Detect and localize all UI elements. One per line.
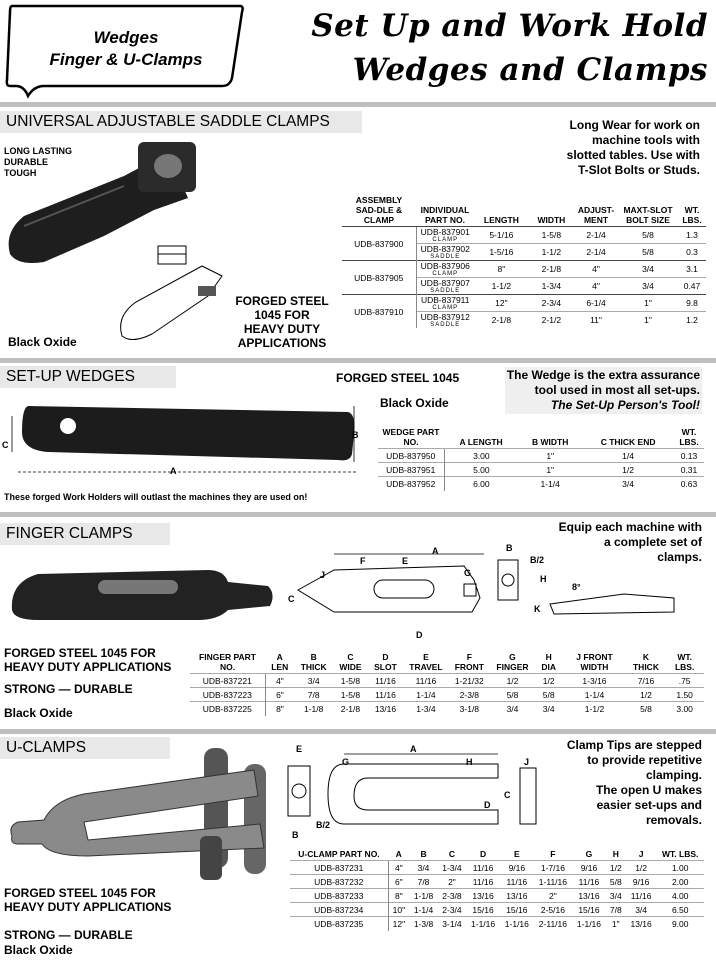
table-cell: 13/16 [368, 702, 403, 716]
table-cell: 3/4 [409, 861, 437, 875]
table-cell: 1-1/4 [403, 688, 449, 702]
table-header-row [290, 848, 704, 861]
col-header: FINGER PART NO. [199, 652, 256, 672]
wedges-heading: SET-UP WEDGES [0, 366, 176, 388]
u-dim-d: D [484, 800, 491, 810]
table-cell: 3/4 [618, 278, 678, 295]
table-cell: 2-3/8 [449, 688, 490, 702]
table-cell: 1-3/4 [438, 861, 466, 875]
table-cell: 8" [474, 261, 529, 278]
table-cell: 3/4 [626, 903, 657, 917]
table-cell: 1-11/16 [534, 875, 572, 889]
table-cell: 1-1/2 [529, 244, 574, 261]
saddle-heading: UNIVERSAL ADJUSTABLE SADDLE CLAMPS [0, 111, 362, 133]
table-cell: 4" [574, 278, 618, 295]
col-header: C WIDE [339, 652, 362, 672]
table-cell: 2-3/4 [529, 295, 574, 312]
table-cell: 1/2 [490, 674, 535, 688]
wedge-dim-b: B [352, 430, 359, 440]
table-cell: 1-1/8 [294, 702, 333, 716]
uclamps-spec-table [290, 848, 704, 931]
col-header: WT. LBS. [674, 652, 695, 672]
table-row [378, 449, 704, 463]
u-clamp-photo [4, 744, 280, 884]
table-cell: 7/8 [294, 688, 333, 702]
table-cell: 1/2 [582, 463, 674, 477]
col-header: LENGTH [483, 215, 519, 225]
u-dim-a: A [410, 744, 417, 754]
col-header: H [612, 849, 619, 859]
col-header: B [420, 849, 427, 859]
table-cell: 1-21/32 [449, 674, 490, 688]
table-cell: 1.3 [678, 227, 706, 244]
table-cell: UDB-837232 [290, 875, 388, 889]
table-header-row [378, 426, 704, 449]
table-cell: UDB-837950 [378, 449, 444, 463]
finger-dim-b2: B/2 [530, 555, 545, 565]
table-cell: 3-1/4 [438, 917, 466, 931]
col-header: ADJUST-MENT [577, 205, 615, 225]
table-cell: 1/2 [535, 674, 562, 688]
table-row [342, 227, 706, 244]
finger-dim-a: A [432, 546, 439, 556]
col-header: B THICK [300, 652, 327, 672]
table-cell: 11/16 [626, 889, 657, 903]
table-cell: 1-5/8 [333, 688, 368, 702]
table-row [290, 889, 704, 903]
wedge-photo [8, 392, 368, 486]
table-cell: 5/8 [618, 244, 678, 261]
table-cell: 1-1/4 [562, 688, 626, 702]
col-header: F [550, 849, 556, 859]
part-type: CLAMP [432, 271, 459, 277]
part-type: CLAMP [432, 237, 459, 243]
table-cell: 13/16 [466, 889, 500, 903]
table-cell: 3.00 [444, 449, 518, 463]
table-cell: 2" [438, 875, 466, 889]
table-cell: 2-11/16 [534, 917, 572, 931]
finger-clamp-photo [8, 562, 278, 626]
table-cell: 10" [388, 903, 409, 917]
table-cell: 9/16 [626, 875, 657, 889]
finger-dim-h: H [540, 574, 547, 584]
col-header: G [585, 849, 593, 859]
table-cell: UDB-837233 [290, 889, 388, 903]
part-number: UDB-837901 [420, 227, 470, 237]
table-cell: 1-3/16 [562, 674, 626, 688]
table-cell [416, 244, 474, 261]
col-header: WT. LBS. [679, 427, 699, 447]
table-cell: 11/16 [466, 861, 500, 875]
finger-dim-c: C [288, 594, 295, 604]
col-header: WT. LBS. [682, 205, 702, 225]
u-dim-j: J [524, 757, 530, 767]
wedges-finish: Black Oxide [380, 396, 449, 410]
col-header: C THICK END [600, 437, 656, 447]
table-cell: 1-1/4 [518, 477, 582, 491]
table-cell: 1/2 [627, 688, 666, 702]
table-cell [416, 227, 474, 244]
table-cell: 11" [574, 312, 618, 329]
col-header: U-CLAMP PART NO. [298, 849, 380, 859]
wedge-dim-c: C [2, 440, 9, 450]
table-cell: .75 [665, 674, 704, 688]
section-divider [0, 512, 716, 517]
col-header: ASSEMBLY SAD-DLE & CLAMP [355, 195, 403, 225]
table-cell [416, 295, 474, 312]
table-cell: 11/16 [403, 674, 449, 688]
table-cell: 2-1/4 [574, 227, 618, 244]
table-cell: 3/4 [582, 477, 674, 491]
wedge-dim-a: A [170, 466, 177, 476]
table-cell: 5/8 [535, 688, 562, 702]
table-cell: 1-1/4 [409, 903, 437, 917]
table-cell: 5/8 [606, 875, 626, 889]
finger-heading: FINGER CLAMPS [0, 523, 170, 545]
col-header: E [514, 849, 520, 859]
u-dim-c: C [504, 790, 511, 800]
finger-dim-g: G [464, 568, 472, 578]
table-cell: 11/16 [466, 875, 500, 889]
table-cell: UDB-837223 [190, 688, 265, 702]
table-cell: 1.50 [665, 688, 704, 702]
col-header: WIDTH [537, 215, 566, 225]
table-row [290, 917, 704, 931]
table-cell: 8" [265, 702, 294, 716]
saddle-finish: Black Oxide [8, 335, 77, 349]
col-header: D [480, 849, 487, 859]
u-dim-b2: B/2 [316, 820, 331, 830]
table-cell: 15/16 [572, 903, 606, 917]
table-cell: 6-1/4 [574, 295, 618, 312]
table-cell: 13/16 [626, 917, 657, 931]
col-header: H DIA [541, 652, 556, 672]
uclamps-note: Clamp Tips are stepped to provide repetitive clamping. The open U makes easier set-ups and removals. [566, 738, 702, 827]
wedges-spec-table [378, 426, 704, 491]
table-cell: 1.2 [678, 312, 706, 329]
table-cell: 2-3/8 [438, 889, 466, 903]
wedges-forged: FORGED STEEL 1045 [336, 371, 460, 385]
table-cell: 3/4 [294, 674, 333, 688]
uclamps-finish: Black Oxide [4, 943, 73, 957]
u-dim-h: H [466, 757, 473, 767]
table-cell: 9/16 [572, 861, 606, 875]
part-type: SADDLE [430, 322, 461, 328]
table-cell: 5-1/16 [474, 227, 529, 244]
u-dim-b: B [292, 830, 299, 840]
finger-dim-diagram [284, 540, 704, 640]
table-cell: UDB-837225 [190, 702, 265, 716]
table-cell: 3/4 [490, 702, 535, 716]
table-cell: 2-3/4 [438, 903, 466, 917]
table-cell: 1-1/2 [474, 278, 529, 295]
finger-dim-angle: 8° [572, 582, 581, 592]
col-header: J [638, 849, 644, 859]
table-cell: 1-1/2 [562, 702, 626, 716]
part-number: UDB-837906 [420, 261, 470, 271]
u-dim-e: E [296, 744, 303, 754]
table-cell: 7/8 [409, 875, 437, 889]
table-cell: 4" [388, 861, 409, 875]
table-cell: 2-1/8 [333, 702, 368, 716]
page-title-line1: Set Up and Work Hold [311, 8, 708, 44]
table-cell: 9.8 [678, 295, 706, 312]
part-number: UDB-837912 [420, 312, 470, 322]
table-cell: 2.00 [656, 875, 704, 889]
table-cell: 1-1/8 [409, 889, 437, 903]
table-row [190, 674, 704, 688]
table-cell: 4" [574, 261, 618, 278]
saddle-tagline: LONG LASTING DURABLE TOUGH [4, 146, 72, 178]
table-cell: 1-3/4 [529, 278, 574, 295]
finger-strong: STRONG — DURABLE [4, 682, 133, 696]
table-cell: UDB-837235 [290, 917, 388, 931]
section-divider [0, 358, 716, 363]
table-cell: UDB-837905 [342, 261, 416, 295]
table-cell: 1" [518, 463, 582, 477]
table-cell [416, 278, 474, 295]
table-cell: 0.47 [678, 278, 706, 295]
finger-finish: Black Oxide [4, 706, 73, 720]
table-cell: 1" [618, 295, 678, 312]
table-cell: 6" [388, 875, 409, 889]
saddle-spec-table [342, 194, 706, 328]
table-row [190, 688, 704, 702]
table-cell: UDB-837221 [190, 674, 265, 688]
table-cell: 12" [388, 917, 409, 931]
table-cell: 2" [534, 889, 572, 903]
col-header: INDIVIDUAL PART NO. [420, 205, 470, 225]
table-header-row [190, 651, 704, 674]
table-row [190, 702, 704, 716]
page-title-line2: Wedges and Clamps [352, 52, 708, 88]
table-cell: 13/16 [500, 889, 534, 903]
table-cell [416, 312, 474, 329]
col-header: WEDGE PART NO. [382, 427, 440, 447]
table-cell: 13/16 [572, 889, 606, 903]
table-row [378, 463, 704, 477]
table-cell: 7/8 [606, 903, 626, 917]
table-cell: 2-5/16 [534, 903, 572, 917]
table-cell: 5/8 [618, 227, 678, 244]
table-cell: 1" [606, 917, 626, 931]
section-divider [0, 729, 716, 734]
table-cell: UDB-837231 [290, 861, 388, 875]
saddle-forged: FORGED STEEL 1045 FOR HEAVY DUTY APPLICATIONS [235, 294, 329, 350]
col-header: A LENGTH [459, 437, 503, 447]
col-header: B WIDTH [532, 437, 569, 447]
table-cell: 1/2 [606, 861, 626, 875]
finger-dim-d: D [416, 630, 423, 640]
finger-spec-table [190, 651, 704, 716]
table-header-row [342, 194, 706, 227]
part-type: SADDLE [430, 288, 461, 294]
table-cell: 4" [265, 674, 294, 688]
table-cell: 8" [388, 889, 409, 903]
col-header: J FRONT WIDTH [576, 652, 613, 672]
table-cell: UDB-837234 [290, 903, 388, 917]
col-header: A [395, 849, 402, 859]
part-type: SADDLE [430, 254, 461, 260]
table-row [290, 875, 704, 889]
table-cell: 6" [265, 688, 294, 702]
table-cell: 1" [618, 312, 678, 329]
table-cell: 1-1/16 [500, 917, 534, 931]
table-cell: 1-7/16 [534, 861, 572, 875]
table-cell: UDB-837951 [378, 463, 444, 477]
table-cell: UDB-837952 [378, 477, 444, 491]
table-cell: 1.00 [656, 861, 704, 875]
table-cell: 7/16 [627, 674, 666, 688]
table-row [290, 861, 704, 875]
table-cell: 1-1/16 [466, 917, 500, 931]
table-cell: 1/2 [626, 861, 657, 875]
section-divider [0, 102, 716, 107]
table-cell: 1-5/16 [474, 244, 529, 261]
col-header: F FRONT [454, 652, 484, 672]
finger-dim-j: J [320, 570, 326, 580]
table-cell: 3/4 [606, 889, 626, 903]
finger-dim-e: E [402, 556, 409, 566]
table-cell: 1-3/8 [409, 917, 437, 931]
part-type: CLAMP [432, 305, 459, 311]
table-row [378, 477, 704, 491]
table-cell: 0.63 [674, 477, 704, 491]
col-header: D SLOT [374, 652, 397, 672]
table-cell: 1-3/4 [403, 702, 449, 716]
part-number: UDB-837902 [420, 244, 470, 254]
uclamps-heading: U-CLAMPS [0, 737, 170, 759]
table-cell: 2-1/8 [529, 261, 574, 278]
table-cell: 2-1/4 [574, 244, 618, 261]
part-number: UDB-837907 [420, 278, 470, 288]
saddle-note: Long Wear for work on machine tools with slotted tables. Use with T-Slot Bolts or Studs. [566, 118, 700, 177]
table-cell: 6.00 [444, 477, 518, 491]
saddle-assembly-sketch [112, 236, 232, 346]
finger-dim-k: K [534, 604, 541, 614]
wedges-caption: These forged Work Holders will outlast the machines they are used on! [4, 492, 308, 502]
u-dim-g: G [342, 757, 350, 767]
wedges-note: The Wedge is the extra assurance tool used in most all set-ups. The Set-Up Person's Tool! [506, 368, 700, 412]
table-cell: 3.00 [665, 702, 704, 716]
table-cell: 11/16 [368, 688, 403, 702]
uclamps-forged: FORGED STEEL 1045 FOR HEAVY DUTY APPLICATIONS [4, 886, 172, 914]
table-row [342, 295, 706, 312]
finger-dim-f: F [360, 556, 366, 566]
table-cell: 11/16 [368, 674, 403, 688]
table-cell [416, 261, 474, 278]
table-cell: 0.31 [674, 463, 704, 477]
section-banner [4, 0, 248, 100]
finger-forged: FORGED STEEL 1045 FOR HEAVY DUTY APPLICATIONS [4, 646, 172, 674]
table-cell: 2-1/2 [529, 312, 574, 329]
banner-line1: Wedges [93, 28, 159, 47]
col-header: C [448, 849, 456, 859]
table-cell: 0.3 [678, 244, 706, 261]
table-cell: 1" [518, 449, 582, 463]
table-cell: 15/16 [500, 903, 534, 917]
table-cell: 1/4 [582, 449, 674, 463]
banner-line2: Finger & U-Clamps [49, 50, 203, 69]
col-header: G FINGER [496, 652, 529, 672]
table-cell: 9/16 [500, 861, 534, 875]
table-cell: 11/16 [500, 875, 534, 889]
col-header: WT. LBS. [662, 849, 699, 859]
uclamps-strong: STRONG — DURABLE [4, 928, 133, 942]
table-cell: 1-5/8 [333, 674, 368, 688]
table-cell: 1-1/16 [572, 917, 606, 931]
table-cell: 0.13 [674, 449, 704, 463]
table-cell: 5/8 [627, 702, 666, 716]
table-cell: 12" [474, 295, 529, 312]
col-header: A LEN [271, 652, 289, 672]
finger-note: Equip each machine with a complete set of clamps. [558, 520, 702, 564]
finger-dim-b: B [506, 543, 513, 553]
part-number: UDB-837911 [420, 295, 470, 305]
table-cell: UDB-837900 [342, 227, 416, 261]
table-cell: UDB-837910 [342, 295, 416, 329]
table-cell: 3-1/8 [449, 702, 490, 716]
table-row [342, 261, 706, 278]
col-header: E TRAVEL [409, 652, 443, 672]
table-cell: 3/4 [618, 261, 678, 278]
table-cell: 15/16 [466, 903, 500, 917]
table-cell: 3/4 [535, 702, 562, 716]
table-cell: 11/16 [572, 875, 606, 889]
table-row [290, 903, 704, 917]
table-cell: 5.00 [444, 463, 518, 477]
col-header: K THICK [632, 652, 659, 672]
table-cell: 3.1 [678, 261, 706, 278]
table-cell: 4.00 [656, 889, 704, 903]
table-cell: 1-5/8 [529, 227, 574, 244]
table-cell: 9.00 [656, 917, 704, 931]
table-cell: 5/8 [490, 688, 535, 702]
table-cell: 2-1/8 [474, 312, 529, 329]
col-header: MAXT-SLOT BOLT SIZE [623, 205, 673, 225]
table-cell: 6.50 [656, 903, 704, 917]
